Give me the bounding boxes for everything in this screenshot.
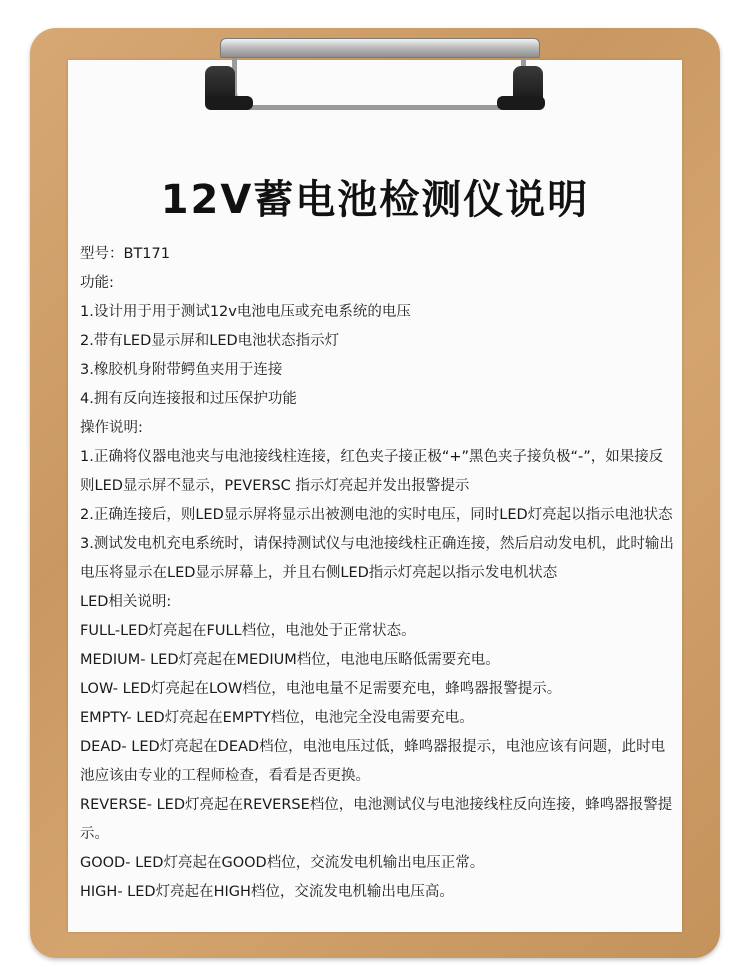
document-body xyxy=(80,240,676,907)
clip-foot-left xyxy=(205,96,253,110)
led-item-empty: EMPTY- LED灯亮起在EMPTY档位，电池完全没电需要充电。 xyxy=(80,710,474,726)
led-item-reverse: REVERSE- LED灯亮起在REVERSE档位，电池测试仪与电池接线柱反向连接，蜂鸣器报警提示。 xyxy=(80,797,673,842)
operation-item: 1.正确将仪器电池夹与电池接线柱连接，红色夹子接正极“+”黑色夹子接负极“-”，如果接反则LED显示屏不显示，PEVERSC 指示灯亮起并发出报警提示 xyxy=(80,449,664,494)
function-heading: 功能: xyxy=(80,275,114,291)
led-item-full: FULL-LED灯亮起在FULL档位，电池处于正常状态。 xyxy=(80,623,416,639)
led-item-low: LOW- LED灯亮起在LOW档位，电池电量不足需要充电，蜂鸣器报警提示。 xyxy=(80,681,562,697)
clip-foot-right xyxy=(497,96,545,110)
model-line: 型号：BT171 xyxy=(80,246,170,262)
led-item-medium: MEDIUM- LED灯亮起在MEDIUM档位，电池电压略低需要充电。 xyxy=(80,652,500,668)
function-item: 2.带有LED显示屏和LED电池状态指示灯 xyxy=(80,333,340,349)
led-heading: LED相关说明: xyxy=(80,594,172,610)
operation-item: 3.测试发电机充电系统时，请保持测试仪与电池接线柱正确连接，然后启动发电机，此时输出电压将显示在LED显示屏幕上，并且右侧LED指示灯亮起以指示发电机状态 xyxy=(80,536,674,581)
function-item: 1.设计用于用于测试12v电池电压或充电系统的电压 xyxy=(80,304,411,320)
clip-wire xyxy=(232,52,526,110)
led-item-good: GOOD- LED灯亮起在GOOD档位，交流发电机输出电压正常。 xyxy=(80,855,485,871)
led-item-dead: DEAD- LED灯亮起在DEAD档位，电池电压过低，蜂鸣器报提示，电池应该有问题，此时电池应该由专业的工程师检查，看看是否更换。 xyxy=(80,739,666,784)
operation-item: 2.正确连接后，则LED显示屏将显示出被测电池的实时电压，同时LED灯亮起以指示电池状态 xyxy=(80,507,673,523)
function-item: 4.拥有反向连接报和过压保护功能 xyxy=(80,391,297,407)
function-item: 3.橡胶机身附带鳄鱼夹用于连接 xyxy=(80,362,283,378)
document-title: 12V蓄电池检测仪说明 xyxy=(160,177,590,223)
led-item-high: HIGH- LED灯亮起在HIGH档位，交流发电机输出电压高。 xyxy=(80,884,454,900)
operation-heading: 操作说明: xyxy=(80,420,143,436)
clip-plate xyxy=(220,38,540,58)
